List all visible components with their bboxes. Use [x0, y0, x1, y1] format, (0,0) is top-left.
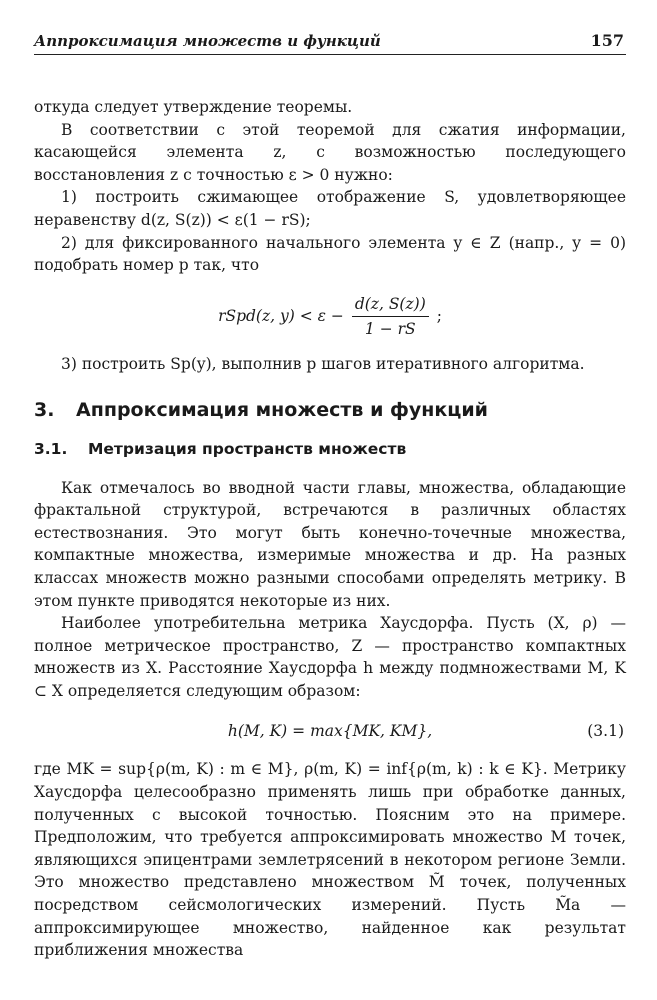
paragraph: 2) для фиксированного начального элемента y ∈ Z (напр., y = 0) подобрать номер p так, что — [34, 233, 626, 275]
fraction-numerator: d(z, S(z)) — [352, 293, 429, 318]
equation-lhs: rSpd(z, y) < ε − — [218, 306, 344, 325]
section-title: Аппроксимация множеств и функций — [76, 399, 488, 422]
numbered-equation — [34, 720, 626, 746]
fraction-denominator: 1 − rS — [364, 320, 416, 339]
running-header — [34, 32, 626, 55]
paragraph: В соответствии с этой теоремой для сжатия информации, касающейся элемента z, с возможностью последующего восстановления z с точностью ε > 0 нужно: — [34, 120, 626, 184]
display-equation — [34, 293, 626, 339]
subsection-heading — [34, 438, 626, 461]
paragraph: где MK = sup{ρ(m, K) : m ∈ M}, ρ(m, K) = inf{ρ(m, k) : k ∈ K}. Метрику Хаусдорфа целесообразно применять лишь при обработке данных, полученных с высокой точностью. Поясним это на примере. Предположим, что требуется аппроксимировать множество M точек, являющихся эпицентрами землетрясений в некотором регионе Земли. Это множество представлено множеством M̃ точек, полученных посредством сейсмологических измерений. Пусть M̃a — аппроксимирующее множество, найденное как результат приближения множества — [34, 760, 626, 960]
running-title: Аппроксимация множеств и функций — [34, 32, 381, 50]
equation-number: (3.1) — [587, 722, 624, 741]
subsection-title: Метризация пространств множеств — [88, 439, 407, 458]
section-heading — [34, 399, 626, 422]
paragraph: 3) построить Sp(y), выполнив p шагов итеративного алгоритма. — [61, 354, 585, 373]
paragraph: 1) построить сжимающее отображение S, удовлетворяющее неравенству d(z, S(z)) < ε(1 − rS); — [34, 188, 626, 229]
section-number: 3. — [34, 399, 55, 422]
page-body — [34, 96, 626, 962]
equation-tail: ; — [436, 306, 442, 325]
equation-text: h(M, K) = max{MK, KM}, — [227, 722, 433, 741]
paragraph: Как отмечалось во вводной части главы, множества, обладающие фрактальной структурой, встречаются в различных областях естествознания. Это могут быть конечно-точечные множества, компактные множества, измеримые множества и др. На разных классах множеств можно разными способами определять метрику. В этом пункте приводятся некоторые из них. — [34, 478, 626, 610]
subsection-number: 3.1. — [34, 439, 68, 458]
equation-fraction — [352, 293, 429, 341]
paragraph: откуда следует утверждение теоремы. — [34, 98, 353, 116]
page-number: 157 — [590, 31, 624, 50]
paragraph: Наиболее употребительна метрика Хаусдорфа. Пусть (X, ρ) — полное метрическое пространство, Z — пространство компактных множеств из X. Расстояние Хаусдорфа h между подмножествами M, K ⊂ X определяется следующим образом: — [34, 614, 626, 700]
